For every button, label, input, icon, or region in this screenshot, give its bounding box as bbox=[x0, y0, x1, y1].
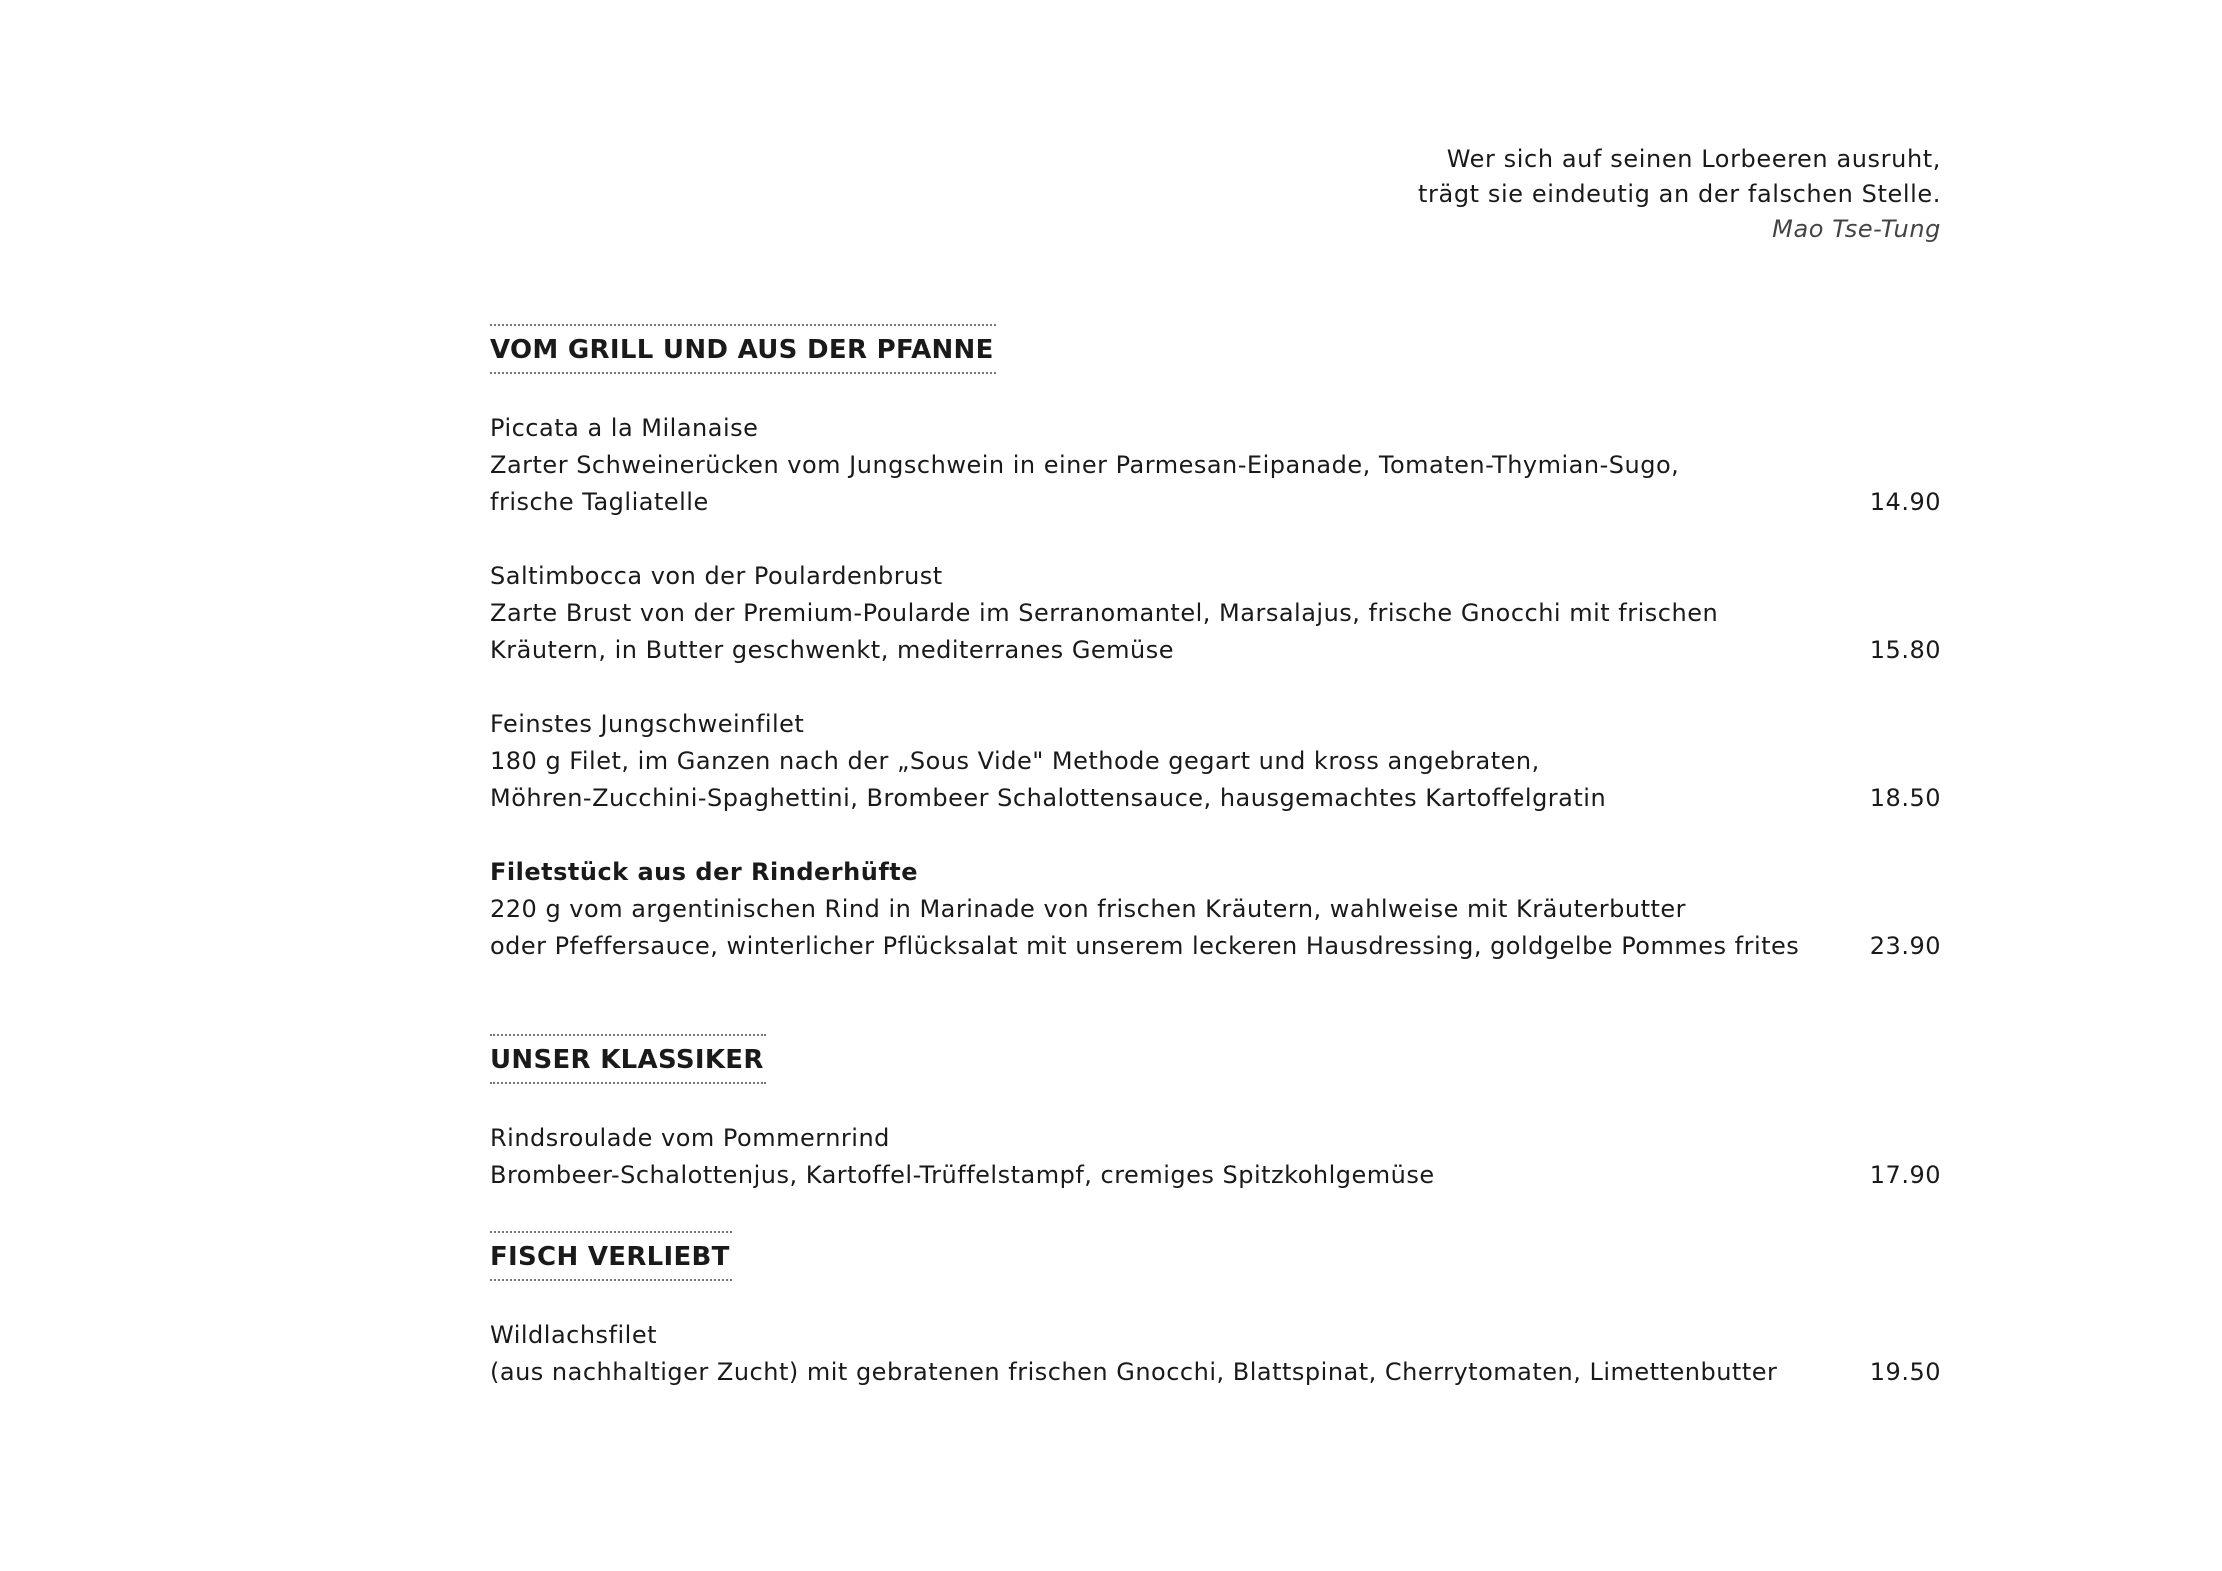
dish-description: Brombeer-Schalottenjus, Kartoffel-Trüffelstampf, cremiges Spitzkohlgemüse bbox=[490, 1161, 1435, 1189]
section-grill bbox=[490, 324, 1941, 965]
quote-author: Mao Tse-Tung bbox=[1772, 215, 1941, 243]
section-klassiker bbox=[490, 1034, 1941, 1194]
dish-description: Zarte Brust von der Premium-Poularde im Serranomantel, Marsalajus, frische Gnocchi mit frischen bbox=[490, 599, 1719, 627]
quote-block bbox=[1418, 142, 1941, 247]
menu-item bbox=[490, 558, 1941, 669]
dish-name: Filetstück aus der Rinderhüfte bbox=[490, 858, 919, 886]
dish-name: Feinstes Jungschweinfilet bbox=[490, 710, 805, 738]
dish-price: 17.90 bbox=[1869, 1161, 1941, 1189]
menu-item bbox=[490, 854, 1941, 965]
section-title: UNSER KLASSIKER bbox=[490, 1034, 766, 1084]
dish-name: Piccata a la Milanaise bbox=[490, 414, 759, 442]
menu-item bbox=[490, 410, 1941, 521]
quote-line: trägt sie eindeutig an der falschen Stelle. bbox=[1418, 180, 1941, 208]
dish-description: oder Pfeffersauce, winterlicher Pflücksalat mit unserem leckeren Hausdressing, goldgelbe Pommes frites bbox=[490, 932, 1800, 960]
section-title: VOM GRILL UND AUS DER PFANNE bbox=[490, 324, 996, 374]
menu-item bbox=[490, 1317, 1941, 1391]
dish-description: Möhren-Zucchini-Spaghettini, Brombeer Schalottensauce, hausgemachtes Kartoffelgratin bbox=[490, 784, 1607, 812]
menu-item bbox=[490, 706, 1941, 817]
dish-price: 19.50 bbox=[1869, 1358, 1941, 1386]
dish-description: Kräutern, in Butter geschwenkt, mediterranes Gemüse bbox=[490, 636, 1175, 664]
dish-price: 18.50 bbox=[1869, 784, 1941, 812]
section-fisch bbox=[490, 1231, 1941, 1391]
dish-name: Wildlachsfilet bbox=[490, 1321, 658, 1349]
dish-price: 15.80 bbox=[1869, 636, 1941, 664]
dish-description: frische Tagliatelle bbox=[490, 488, 709, 516]
menu-list bbox=[490, 324, 1941, 1428]
dish-price: 14.90 bbox=[1869, 488, 1941, 516]
dish-name: Rindsroulade vom Pommernrind bbox=[490, 1124, 890, 1152]
dish-description: (aus nachhaltiger Zucht) mit gebratenen frischen Gnocchi, Blattspinat, Cherrytomaten, Limettenbutter bbox=[490, 1358, 1778, 1386]
quote-line: Wer sich auf seinen Lorbeeren ausruht, bbox=[1446, 145, 1941, 173]
dish-price: 23.90 bbox=[1869, 932, 1941, 960]
dish-name: Saltimbocca von der Poulardenbrust bbox=[490, 562, 943, 590]
dish-description: 180 g Filet, im Ganzen nach der „Sous Vide" Methode gegart und kross angebraten, bbox=[490, 747, 1540, 775]
dish-description: 220 g vom argentinischen Rind in Marinade von frischen Kräutern, wahlweise mit Kräuterbutter bbox=[490, 895, 1687, 923]
dish-description: Zarter Schweinerücken vom Jungschwein in einer Parmesan-Eipanade, Tomaten-Thymian-Sugo, bbox=[490, 451, 1680, 479]
section-title: FISCH VERLIEBT bbox=[490, 1231, 732, 1281]
menu-item bbox=[490, 1120, 1941, 1194]
